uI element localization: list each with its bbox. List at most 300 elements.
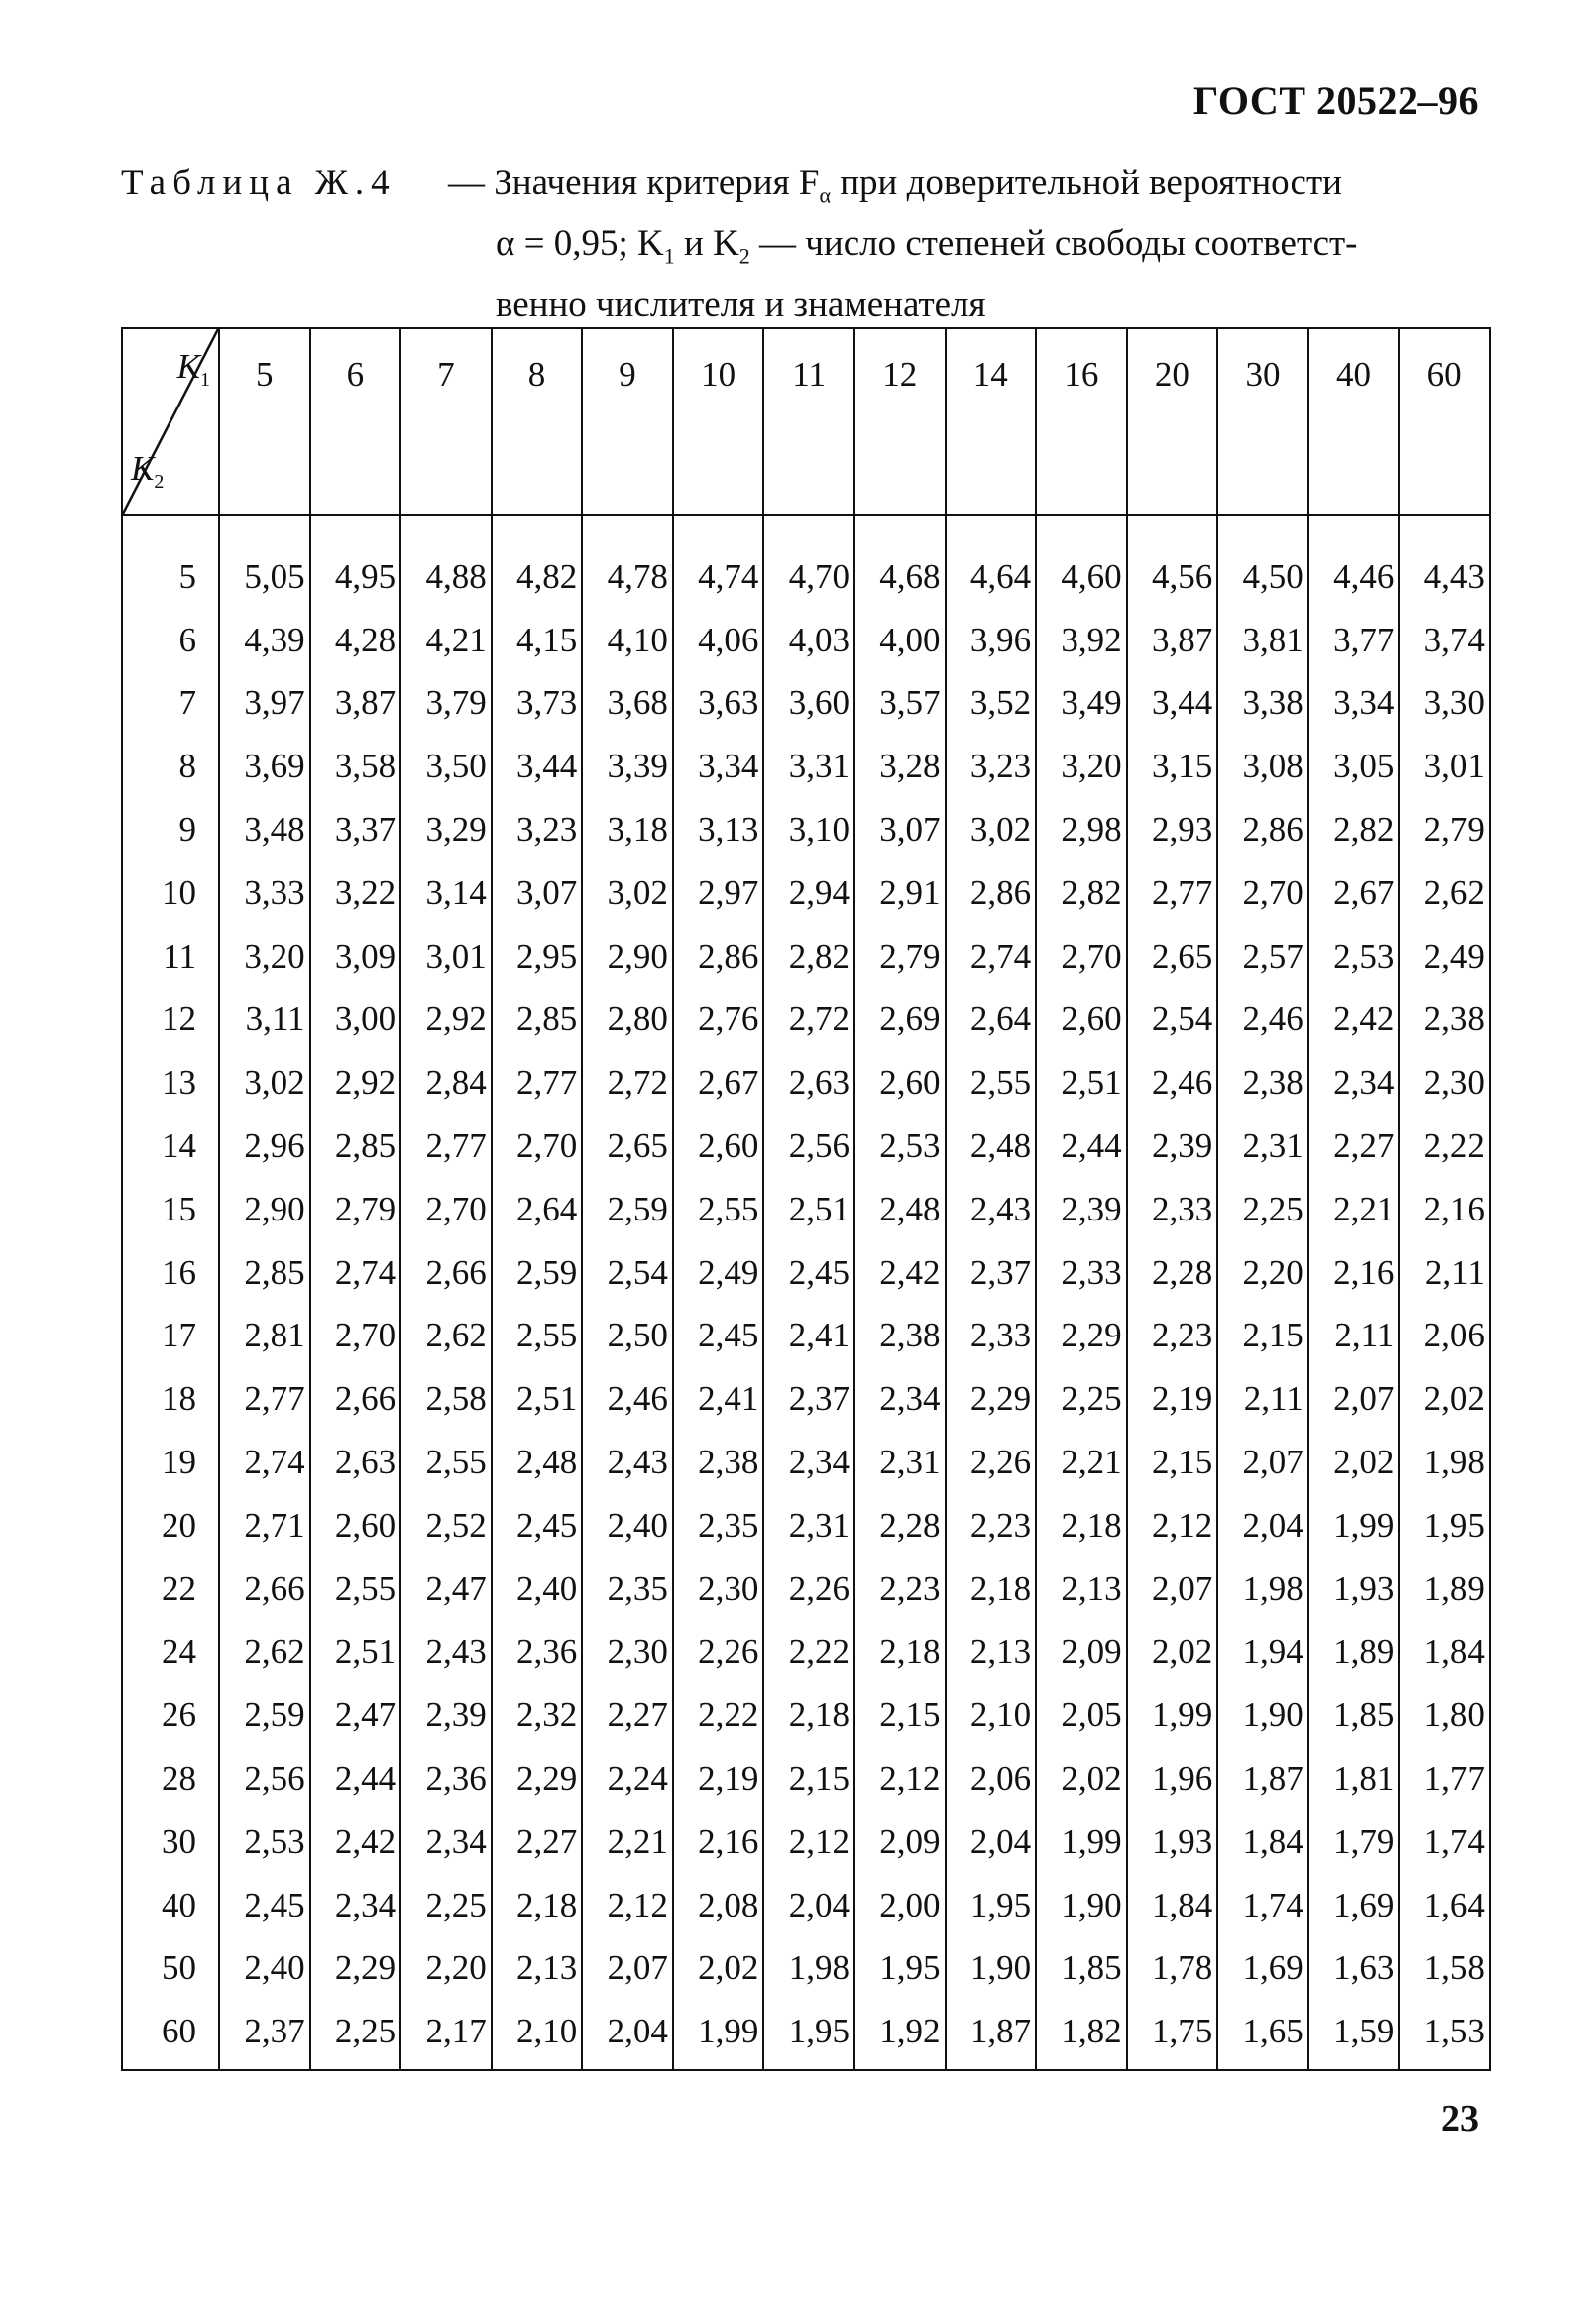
table-row	[122, 925, 1490, 988]
table-cell: 3,29	[400, 798, 492, 862]
table-cell: 2,15	[1127, 1431, 1218, 1494]
table-cell: 1,90	[946, 1937, 1037, 2001]
row-header-k2: 22	[122, 1558, 219, 1621]
table-cell: 2,70	[492, 1114, 583, 1178]
column-header: 11	[763, 328, 854, 515]
table-cell: 4,10	[582, 609, 673, 672]
table-cell: 2,85	[219, 1241, 310, 1305]
table-cell: 3,28	[854, 735, 946, 798]
table-cell: 2,10	[492, 2000, 583, 2070]
table-cell: 2,31	[1217, 1114, 1308, 1178]
table-cell: 2,79	[1399, 798, 1490, 862]
table-cell: 2,21	[582, 1810, 673, 1874]
table-cell: 2,86	[946, 862, 1037, 925]
k2-axis-label: $K_2$	[131, 449, 165, 493]
table-cell: 3,74	[1399, 609, 1490, 672]
table-cell: 1,95	[854, 1937, 946, 2001]
table-cell: 2,90	[582, 925, 673, 988]
table-cell: 1,81	[1308, 1747, 1400, 1810]
desc-line-2-end: — число степеней свободы соответст-	[749, 223, 1358, 265]
table-description	[448, 159, 1487, 329]
table-cell: 2,35	[673, 1494, 764, 1558]
table-cell: 2,98	[1036, 798, 1127, 862]
column-header: 20	[1127, 328, 1218, 515]
table-cell: 4,39	[219, 609, 310, 672]
table-cell: 2,51	[492, 1367, 583, 1431]
table-cell: 2,82	[763, 925, 854, 988]
table-cell: 1,90	[1217, 1684, 1308, 1747]
table-row	[122, 1874, 1490, 1937]
table-cell: 2,34	[763, 1431, 854, 1494]
column-header: 12	[854, 328, 946, 515]
table-cell: 2,39	[1127, 1114, 1218, 1178]
row-header-k2: 11	[122, 925, 219, 988]
table-cell: 2,72	[763, 988, 854, 1052]
table-cell: 2,04	[582, 2000, 673, 2070]
table-cell: 2,37	[219, 2000, 310, 2070]
table-cell: 2,22	[673, 1684, 764, 1747]
table-cell: 2,25	[310, 2000, 401, 2070]
table-cell: 2,28	[854, 1494, 946, 1558]
table-cell: 2,77	[400, 1114, 492, 1178]
table-cell: 2,09	[854, 1810, 946, 1874]
table-cell: 3,63	[673, 672, 764, 736]
table-cell: 2,36	[492, 1621, 583, 1685]
row-header-k2: 20	[122, 1494, 219, 1558]
table-cell: 2,23	[1127, 1305, 1218, 1368]
table-cell: 2,16	[673, 1810, 764, 1874]
column-header: 14	[946, 328, 1037, 515]
table-cell: 1,59	[1308, 2000, 1400, 2070]
table-cell: 3,87	[310, 672, 401, 736]
table-row	[122, 1051, 1490, 1114]
desc-line-2-mid: и K	[674, 223, 739, 265]
table-cell: 3,48	[219, 798, 310, 862]
table-row	[122, 1937, 1490, 2001]
table-cell: 2,05	[1036, 1684, 1127, 1747]
desc-line-1: — Значения критерия F	[448, 163, 820, 203]
table-cell: 2,15	[763, 1747, 854, 1810]
table-cell: 2,27	[582, 1684, 673, 1747]
table-cell: 2,33	[946, 1305, 1037, 1368]
row-header-k2: 26	[122, 1684, 219, 1747]
table-cell: 2,47	[400, 1558, 492, 1621]
table-cell: 2,55	[673, 1178, 764, 1241]
column-header: 6	[310, 328, 401, 515]
table-cell: 1,89	[1308, 1621, 1400, 1685]
table-cell: 2,20	[1217, 1241, 1308, 1305]
table-cell: 2,79	[854, 925, 946, 988]
table-cell: 2,18	[854, 1621, 946, 1685]
table-cell: 3,23	[492, 798, 583, 862]
table-cell: 2,42	[310, 1810, 401, 1874]
table-cell: 1,92	[854, 2000, 946, 2070]
table-cell: 2,27	[492, 1810, 583, 1874]
table-cell: 2,07	[582, 1937, 673, 2001]
table-cell: 2,11	[1308, 1305, 1400, 1368]
table-header-row	[122, 328, 1490, 515]
table-row	[122, 1747, 1490, 1810]
table-row	[122, 862, 1490, 925]
f-criterion-table	[121, 327, 1491, 2071]
table-cell: 4,82	[492, 515, 583, 609]
table-cell: 2,74	[946, 925, 1037, 988]
table-cell: 2,43	[400, 1621, 492, 1685]
table-cell: 2,60	[1036, 988, 1127, 1052]
table-cell: 2,97	[673, 862, 764, 925]
table-cell: 2,65	[582, 1114, 673, 1178]
table-cell: 4,78	[582, 515, 673, 609]
table-cell: 5,05	[219, 515, 310, 609]
table-cell: 2,12	[854, 1747, 946, 1810]
column-header: 16	[1036, 328, 1127, 515]
table-cell: 2,29	[310, 1937, 401, 2001]
table-cell: 2,67	[673, 1051, 764, 1114]
table-cell: 1,87	[1217, 1747, 1308, 1810]
table-cell: 2,41	[763, 1305, 854, 1368]
column-header: 5	[219, 328, 310, 515]
table-cell: 3,68	[582, 672, 673, 736]
table-cell: 2,29	[1036, 1305, 1127, 1368]
table-cell: 3,58	[310, 735, 401, 798]
table-cell: 2,32	[492, 1684, 583, 1747]
table-cell: 2,28	[1127, 1241, 1218, 1305]
table-cell: 2,31	[854, 1431, 946, 1494]
table-cell: 2,29	[946, 1367, 1037, 1431]
table-cell: 3,14	[400, 862, 492, 925]
table-cell: 2,48	[854, 1178, 946, 1241]
table-cell: 2,35	[582, 1558, 673, 1621]
table-cell: 2,26	[763, 1558, 854, 1621]
table-cell: 3,49	[1036, 672, 1127, 736]
table-cell: 2,49	[673, 1241, 764, 1305]
row-header-k2: 28	[122, 1747, 219, 1810]
desc-line-2: α = 0,95; K	[496, 223, 664, 265]
table-cell: 2,11	[1399, 1241, 1490, 1305]
row-header-k2: 13	[122, 1051, 219, 1114]
table-cell: 3,02	[582, 862, 673, 925]
table-cell: 2,29	[492, 1747, 583, 1810]
table-cell: 3,20	[219, 925, 310, 988]
table-row	[122, 1684, 1490, 1747]
table-cell: 2,25	[400, 1874, 492, 1937]
table-row	[122, 1558, 1490, 1621]
table-cell: 2,40	[219, 1937, 310, 2001]
row-header-k2: 12	[122, 988, 219, 1052]
table-cell: 2,34	[854, 1367, 946, 1431]
table-cell: 2,69	[854, 988, 946, 1052]
table-cell: 2,15	[1217, 1305, 1308, 1368]
row-header-k2: 19	[122, 1431, 219, 1494]
table-row	[122, 1431, 1490, 1494]
table-cell: 1,94	[1217, 1621, 1308, 1685]
table-cell: 3,79	[400, 672, 492, 736]
table-cell: 2,86	[1217, 798, 1308, 862]
table-cell: 2,04	[763, 1874, 854, 1937]
desc-line-3: венно числителя и знаменателя	[496, 284, 986, 325]
table-cell: 2,48	[492, 1431, 583, 1494]
table-cell: 2,58	[400, 1367, 492, 1431]
table-cell: 2,36	[400, 1747, 492, 1810]
table-cell: 2,33	[1127, 1178, 1218, 1241]
table-cell: 2,56	[219, 1747, 310, 1810]
table-row	[122, 798, 1490, 862]
table-cell: 2,52	[400, 1494, 492, 1558]
table-cell: 2,23	[946, 1494, 1037, 1558]
table-cell: 2,11	[1217, 1367, 1308, 1431]
table-row	[122, 672, 1490, 736]
table-cell: 2,85	[310, 1114, 401, 1178]
table-cell: 3,07	[854, 798, 946, 862]
table-cell: 2,51	[1036, 1051, 1127, 1114]
table-cell: 2,60	[854, 1051, 946, 1114]
table-cell: 3,60	[763, 672, 854, 736]
table-cell: 2,34	[1308, 1051, 1400, 1114]
table-cell: 2,77	[492, 1051, 583, 1114]
table-cell: 4,03	[763, 609, 854, 672]
row-header-k2: 40	[122, 1874, 219, 1937]
table-cell: 2,04	[1217, 1494, 1308, 1558]
table-cell: 2,86	[673, 925, 764, 988]
table-cell: 3,52	[946, 672, 1037, 736]
table-cell: 3,02	[946, 798, 1037, 862]
table-cell: 3,73	[492, 672, 583, 736]
table-cell: 3,31	[763, 735, 854, 798]
table-cell: 2,53	[1308, 925, 1400, 988]
table-cell: 2,45	[763, 1241, 854, 1305]
table-cell: 2,44	[310, 1747, 401, 1810]
page-number: 23	[1441, 2098, 1479, 2140]
column-header: 60	[1399, 328, 1490, 515]
row-header-k2: 5	[122, 515, 219, 609]
table-cell: 2,94	[763, 862, 854, 925]
table-cell: 2,15	[854, 1684, 946, 1747]
table-cell: 4,64	[946, 515, 1037, 609]
table-cell: 1,99	[673, 2000, 764, 2070]
table-row	[122, 988, 1490, 1052]
row-header-k2: 17	[122, 1305, 219, 1368]
row-header-k2: 15	[122, 1178, 219, 1241]
table-cell: 2,44	[1036, 1114, 1127, 1178]
table-cell: 3,07	[492, 862, 583, 925]
table-cell: 2,02	[1308, 1431, 1400, 1494]
table-cell: 2,38	[854, 1305, 946, 1368]
row-header-k2: 60	[122, 2000, 219, 2070]
row-header-k2: 9	[122, 798, 219, 862]
k2-subscript: 2	[738, 243, 750, 269]
table-cell: 1,84	[1399, 1621, 1490, 1685]
table-cell: 2,53	[854, 1114, 946, 1178]
table-row	[122, 1178, 1490, 1241]
table-cell: 4,50	[1217, 515, 1308, 609]
table-cell: 2,17	[400, 2000, 492, 2070]
table-cell: 1,84	[1217, 1810, 1308, 1874]
table-row	[122, 515, 1490, 609]
table-cell: 2,02	[1399, 1367, 1490, 1431]
table-cell: 2,06	[1399, 1305, 1490, 1368]
corner-header	[122, 328, 219, 515]
table-cell: 2,77	[1127, 862, 1218, 925]
column-header: 10	[673, 328, 764, 515]
table-cell: 3,30	[1399, 672, 1490, 736]
table-cell: 2,55	[400, 1431, 492, 1494]
table-cell: 3,69	[219, 735, 310, 798]
table-cell: 1,96	[1127, 1747, 1218, 1810]
table-cell: 2,76	[673, 988, 764, 1052]
table-cell: 2,33	[1036, 1241, 1127, 1305]
table-cell: 3,81	[1217, 609, 1308, 672]
table-cell: 2,53	[219, 1810, 310, 1874]
table-cell: 2,16	[1399, 1178, 1490, 1241]
table-cell: 2,64	[492, 1178, 583, 1241]
table-cell: 2,70	[310, 1305, 401, 1368]
table-cell: 2,74	[219, 1431, 310, 1494]
table-cell: 2,37	[946, 1241, 1037, 1305]
table-cell: 2,42	[854, 1241, 946, 1305]
table-cell: 2,07	[1308, 1367, 1400, 1431]
table-cell: 1,95	[763, 2000, 854, 2070]
row-header-k2: 16	[122, 1241, 219, 1305]
table-cell: 2,04	[946, 1810, 1037, 1874]
table-cell: 2,02	[1036, 1747, 1127, 1810]
table-cell: 2,38	[1399, 988, 1490, 1052]
table-cell: 2,46	[1127, 1051, 1218, 1114]
table-cell: 3,77	[1308, 609, 1400, 672]
table-row	[122, 1305, 1490, 1368]
table-cell: 2,22	[1399, 1114, 1490, 1178]
table-cell: 1,63	[1308, 1937, 1400, 2001]
table-cell: 2,12	[582, 1874, 673, 1937]
table-row	[122, 1494, 1490, 1558]
table-cell: 2,55	[310, 1558, 401, 1621]
table-cell: 2,63	[763, 1051, 854, 1114]
standard-code: ГОСТ 20522–96	[1192, 78, 1479, 123]
column-header: 30	[1217, 328, 1308, 515]
table-cell: 2,55	[946, 1051, 1037, 1114]
table-cell: 2,90	[219, 1178, 310, 1241]
table-row	[122, 735, 1490, 798]
desc-line-1-end: при доверительной вероятности	[830, 163, 1342, 203]
table-cell: 2,00	[854, 1874, 946, 1937]
table-cell: 2,59	[582, 1178, 673, 1241]
table-cell: 2,18	[492, 1874, 583, 1937]
table-cell: 2,66	[310, 1367, 401, 1431]
table-cell: 2,41	[673, 1367, 764, 1431]
table-cell: 2,66	[400, 1241, 492, 1305]
table-cell: 1,98	[1399, 1431, 1490, 1494]
table-cell: 1,80	[1399, 1684, 1490, 1747]
table-cell: 2,82	[1036, 862, 1127, 925]
table-cell: 2,56	[763, 1114, 854, 1178]
alpha-subscript: α	[819, 182, 831, 208]
table-cell: 2,81	[219, 1305, 310, 1368]
table-cell: 3,01	[1399, 735, 1490, 798]
table-row	[122, 609, 1490, 672]
table-cell: 1,89	[1399, 1558, 1490, 1621]
table-cell: 2,49	[1399, 925, 1490, 988]
table-row	[122, 2000, 1490, 2070]
row-header-k2: 7	[122, 672, 219, 736]
table-cell: 3,18	[582, 798, 673, 862]
table-cell: 3,10	[763, 798, 854, 862]
table-cell: 3,37	[310, 798, 401, 862]
table-cell: 4,46	[1308, 515, 1400, 609]
table-cell: 1,95	[946, 1874, 1037, 1937]
table-cell: 2,13	[946, 1621, 1037, 1685]
table-cell: 2,54	[1127, 988, 1218, 1052]
table-cell: 2,72	[582, 1051, 673, 1114]
table-cell: 2,13	[492, 1937, 583, 2001]
table-cell: 2,65	[1127, 925, 1218, 988]
table-cell: 1,90	[1036, 1874, 1127, 1937]
table-cell: 4,28	[310, 609, 401, 672]
k1-axis-label: $K_1$	[176, 347, 210, 391]
table-cell: 2,74	[310, 1241, 401, 1305]
table-cell: 3,44	[1127, 672, 1218, 736]
table-cell: 1,93	[1127, 1810, 1218, 1874]
table-cell: 2,96	[219, 1114, 310, 1178]
table-cell: 1,58	[1399, 1937, 1490, 2001]
table-cell: 2,09	[1036, 1621, 1127, 1685]
row-header-k2: 8	[122, 735, 219, 798]
table-cell: 1,69	[1217, 1937, 1308, 2001]
table-label: Таблица Ж.4	[121, 163, 396, 203]
table-cell: 1,85	[1036, 1937, 1127, 2001]
table-cell: 2,25	[1217, 1178, 1308, 1241]
table-cell: 2,16	[1308, 1241, 1400, 1305]
table-cell: 2,51	[763, 1178, 854, 1241]
row-header-k2: 24	[122, 1621, 219, 1685]
table-cell: 2,02	[673, 1937, 764, 2001]
table-cell: 2,62	[219, 1621, 310, 1685]
table-cell: 2,93	[1127, 798, 1218, 862]
table-cell: 3,38	[1217, 672, 1308, 736]
table-cell: 3,13	[673, 798, 764, 862]
table-cell: 3,00	[310, 988, 401, 1052]
table-cell: 2,48	[946, 1114, 1037, 1178]
table-cell: 2,70	[1036, 925, 1127, 988]
table-cell: 2,82	[1308, 798, 1400, 862]
column-header: 7	[400, 328, 492, 515]
table-cell: 2,26	[946, 1431, 1037, 1494]
table-cell: 4,74	[673, 515, 764, 609]
table-cell: 2,70	[1217, 862, 1308, 925]
table-cell: 2,19	[673, 1747, 764, 1810]
table-cell: 2,67	[1308, 862, 1400, 925]
table-cell: 1,87	[946, 2000, 1037, 2070]
table-cell: 2,62	[400, 1305, 492, 1368]
table-cell: 2,42	[1308, 988, 1400, 1052]
table-cell: 1,82	[1036, 2000, 1127, 2070]
table-cell: 1,69	[1308, 1874, 1400, 1937]
table-cell: 3,92	[1036, 609, 1127, 672]
table-cell: 2,51	[310, 1621, 401, 1685]
table-cell: 2,27	[1308, 1114, 1400, 1178]
table-cell: 2,62	[1399, 862, 1490, 925]
table-cell: 2,54	[582, 1241, 673, 1305]
table-cell: 2,18	[946, 1558, 1037, 1621]
table-cell: 2,85	[492, 988, 583, 1052]
table-cell: 2,02	[1127, 1621, 1218, 1685]
table-cell: 2,38	[1217, 1051, 1308, 1114]
table-cell: 2,59	[219, 1684, 310, 1747]
table-cell: 3,23	[946, 735, 1037, 798]
table-cell: 2,19	[1127, 1367, 1218, 1431]
table-cell: 2,18	[763, 1684, 854, 1747]
table-cell: 2,30	[673, 1558, 764, 1621]
table-cell: 2,46	[582, 1367, 673, 1431]
row-header-k2: 50	[122, 1937, 219, 2001]
